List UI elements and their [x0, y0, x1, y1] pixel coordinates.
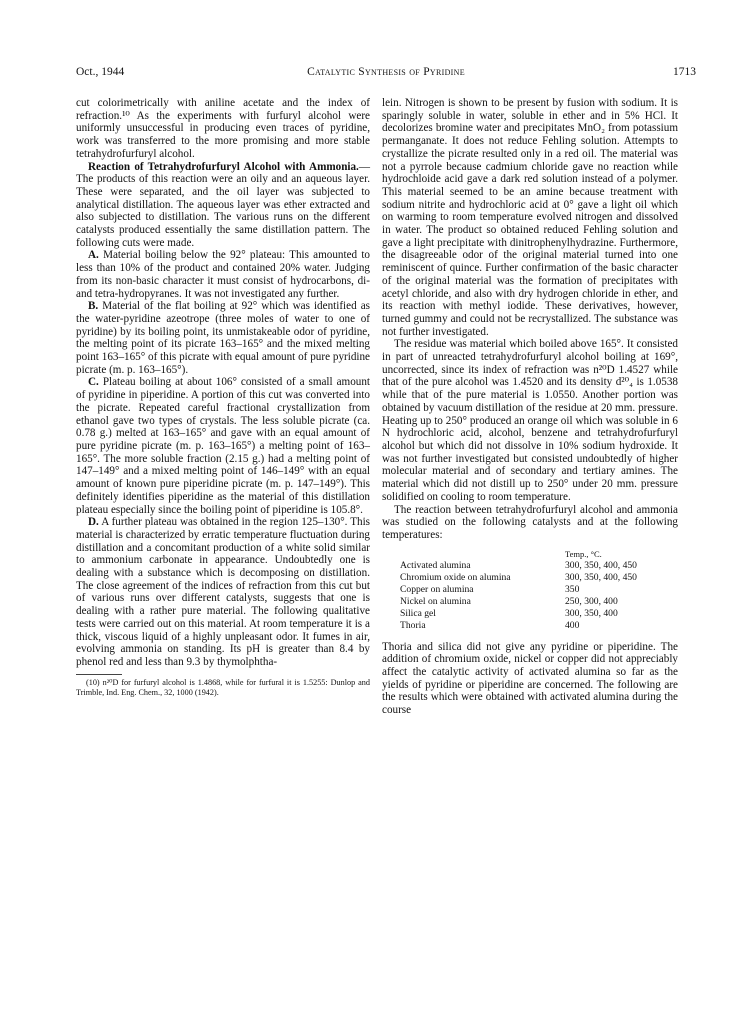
paragraph: Thoria and silica did not give any pyridine or piperidine. The addition of chromium oxide, nickel or copper did not appreciably affect the catalytic activity of activated alumina so far as the yields of pyridine or piperidine are concerned. The following are the results which were obtained with activated alumina during the course [382, 640, 678, 717]
cut-d-paragraph [76, 516, 370, 668]
footnote: (10) n²⁰D for furfuryl alcohol is 1.4868, while for furfural it is 1.5255: Dunlop and Trimble, Ind. Eng. Chem., 32, 1000 (1942). [76, 677, 370, 697]
paragraph-text: Plateau boiling at about 106° consisted of a small amount of pyridine in piperidine. A portion of this cut was converted into the picrate. Repeated careful fractional crystallization from ethanol gave two types of crystals. The less soluble picrate (ca. 0.78 g.) melted at 163–165° and gave with an equal amount of pure pyridine picrate (m. p. 163–165°) a melting point of 163–165°. The more soluble fraction (2.15 g.) had a melting point of 147–149° and a mixed melting point of 146–149° with an equal amount of known pure piperidine picrate (m. p. 147–149°). This definitely identifies piperidine as the material of this distillation plateau especially since the boiling point of piperidine is 105.8°. [76, 376, 370, 516]
table-row [400, 560, 670, 572]
cut-c-paragraph [76, 376, 370, 516]
cut-a-paragraph [76, 249, 370, 300]
catalyst-cell: Silica gel [400, 607, 436, 619]
cut-b-paragraph [76, 300, 370, 376]
cut-label: B. [88, 300, 99, 313]
table-header-temp: Temp., °C. [565, 548, 602, 559]
paragraph-text: Material of the flat boiling at 92° which was identified as the water-pyridine azeotrope (three moles of water to one of pyridine) by its boiling point, its unmistakeable odor of pyridine, the melting point of its picrate 163–165° and the mixed melting point 163–165° of this picrate with equal amount of pure pyridine picrate (m. p. 163–165°). [76, 300, 370, 376]
temp-cell: 250, 300, 400 [565, 595, 618, 607]
table-header-catalyst [400, 548, 565, 560]
cut-label: C. [88, 376, 99, 389]
paragraph-text: A further plateau was obtained in the region 125–130°. This material is characterized by erratic temperature fluctuation during distillation and a concomitant production of a white solid similar to ammonium carbonate in appearance. Undoubtedly one is dealing with a substance which is decomposing on distillation. The close agreement of the indices of refraction from this cut but of various runs over different catalysts, suggests that one is dealing with a rather pure material. The following qualitative tests were carried out on this material. At room temperature it is a thick, viscous liquid of a highly unpleasant odor. It fumes in air, evolving ammonia on standing. Its pH is greater than 8.4 by phenol red and less than 9.3 by thymolphtha- [76, 516, 371, 668]
temp-cell: 400 [565, 619, 580, 631]
header-title: Catalytic Synthesis of Pyridine [307, 66, 465, 78]
table-row [400, 572, 670, 584]
left-column [76, 97, 370, 698]
catalyst-cell: Copper on alumina [400, 583, 474, 595]
paragraph: lein. Nitrogen is shown to be present by fusion with sodium. It is sparingly soluble in water, soluble in ether and in 5% HCl. It decolorizes bromine water and precipitates MnO₂ from potassium permanganate. It does not reduce Fehling solution. Attempts to crystallize the picrate resulted only in a red oil. The material was not a pyrrole because cadmium chloride gave no reaction while hydrochloide acid gave a dark red solution instead of a polymer. This material seemed to be an amine because treatment with sodium nitrite and hydrochloric acid at 0° gave a light oil which on warming to room temperature evolved nitrogen and dissolved in water. The product so obtained reduced Fehling solution and gave a light precipitate with dinitrophenylhydrazine. Furthermore, the disagreeable odor of the original material turned into one reminiscent of quince. Further confirmation of the basic character of the original material was the formation of precipitates with acetyl chloride, and also with dry hydrogen chloride in ether, and its reaction with methyl iodide. These derivatives, however, turned gummy and could not be recrystallized. The substance was not further investigated. [382, 97, 678, 338]
section-paragraph [76, 161, 370, 250]
table-row [400, 608, 670, 620]
temp-cell: 300, 350, 400 [565, 607, 618, 619]
cut-label: A. [88, 249, 99, 262]
section-heading: Reaction of Tetrahydrofurfuryl Alcohol with Ammonia. [88, 160, 359, 173]
paragraph: The residue was material which boiled above 165°. It consisted in part of unreacted tetrahydrofurfuryl alcohol boiling at 169°, uncorrected, since its index of refraction was n²⁰D 1.4527 while that of the pure alcohol was 1.4520 and its density d²⁰₄ is 1.0538 while that of the pure material is 1.0550. Another portion was obtained by vacuum distillation of the residue at 20 mm. pressure. Heating up to 250° produced an orange oil which was soluble in 6 N hydrochloric acid, alcohol, benzene and tetrahydrofurfuryl alcohol but which did not dissolve in 10% sodium hydroxide. It was not further investigated but consisted undoubtedly of higher molecular material and of secondary and tertiary amines. The material which did not distill up to 250° under 20 mm. pressure solidified on cooling to room temperature. [382, 338, 678, 503]
paragraph-text: —The products of this reaction were an oily and an aqueous layer. These were separated, and the oil layer was subjected to analytical distillation. The aqueous layer was ether extracted and also subjected to distillation. The various runs on the different catalysts produced essentially the same distillation pattern. The following cuts were made. [76, 160, 370, 249]
table-row [400, 584, 670, 596]
paragraph: cut colorimetrically with aniline acetate and the index of refraction.¹⁰ As the experiments with furfuryl alcohol were uniformly unsuccessful in producing even traces of pyridine, work was transferred to the more promising and more stable tetrahydrofurfuryl alcohol. [76, 97, 370, 160]
catalyst-cell: Activated alumina [400, 559, 471, 571]
temp-cell: 350 [565, 583, 580, 595]
catalyst-cell: Chromium oxide on alumina [400, 571, 511, 583]
paragraph-text: Material boiling below the 92° plateau: This amounted to less than 10% of the product and contained 20% water. Judging from its non-basic character it must consist of hydrocarbons, di- and tetra-hydropyranes. It was not investigated any further. [76, 249, 370, 300]
paragraph: The reaction between tetrahydrofurfuryl alcohol and ammonia was studied on the following catalysts and at the following temperatures: [382, 503, 678, 541]
temp-cell: 300, 350, 400, 450 [565, 559, 637, 571]
page-number: 1713 [673, 66, 696, 78]
running-header [76, 66, 696, 82]
right-column [382, 97, 678, 717]
catalyst-cell: Nickel on alumina [400, 595, 471, 607]
header-date: Oct., 1944 [76, 66, 125, 78]
table-row [400, 620, 670, 632]
temp-cell: 300, 350, 400, 450 [565, 571, 637, 583]
footnote-divider [76, 674, 122, 675]
catalyst-cell: Thoria [400, 619, 426, 631]
catalyst-temperature-table [400, 548, 670, 632]
table-row [400, 596, 670, 608]
cut-label: D. [88, 516, 99, 529]
